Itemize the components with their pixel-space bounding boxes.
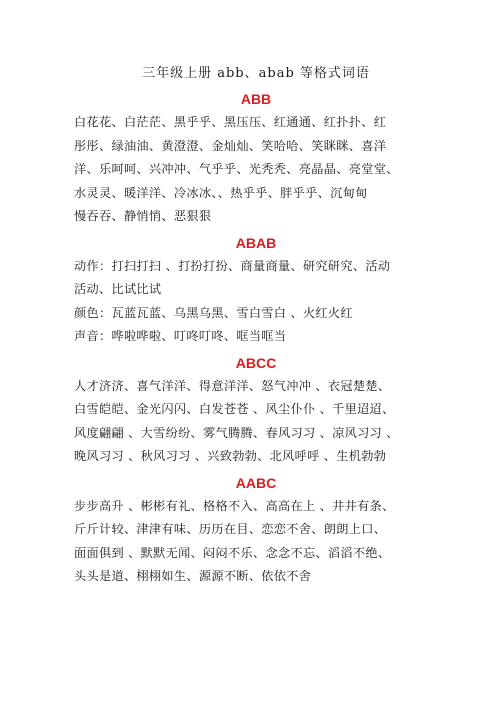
text-line: 白花花、白茫茫、黑乎乎、黑压压、红通通、红扑扑、红 [74, 115, 387, 129]
text-line: 面面俱到 、默默无闻、闷闷不乐、念念不忘、滔滔不绝、 [74, 545, 391, 560]
text-line: 头头是道、栩栩如生、源源不断、依依不舍 [74, 569, 312, 583]
section-body-abb [74, 111, 438, 229]
section-abcc [74, 355, 438, 469]
text-line: 彤彤、绿油油、黄澄澄、金灿灿、笑哈哈、笑眯眯、喜洋 [74, 138, 387, 153]
section-abb [74, 91, 438, 229]
text-line: 步步高升 、彬彬有礼、格格不入、高高在上 、井井有条、 [74, 498, 395, 513]
section-heading-abab: ABAB [235, 234, 277, 251]
text-line: 颜色：瓦蓝瓦蓝、乌黑乌黑、雪白雪白 、火红火红 [74, 305, 353, 320]
text-line: 风度翩翩 、大雪纷纷、雾气腾腾、春风习习 、凉风习习 、 [74, 425, 399, 440]
text-line: 水灵灵、暖洋洋、冷冰冰、、热乎乎、胖乎乎、沉甸甸 [74, 185, 368, 200]
text-line: 动作：打扫打扫 、打扮打扮、商量商量、研究研究、活动 [74, 258, 391, 273]
text-line: 白雪皑皑、金光闪闪、白发苍苍 、风尘仆仆 、千里迢迢、 [74, 402, 395, 416]
section-body-aabc [74, 495, 438, 589]
section-heading-abcc: ABCC [235, 354, 277, 371]
document-title: 三年级上册 abb、abab 等格式词语 [142, 66, 370, 81]
section-body-abcc [74, 375, 438, 469]
section-heading-abb: ABB [240, 91, 272, 107]
text-line: 活动、比试比试 [74, 282, 162, 296]
section-abab [74, 235, 438, 349]
section-heading-aabc: AABC [235, 474, 277, 491]
text-line: 洋、乐呵呵、兴冲冲、气乎乎、光秃秃、亮晶晶、亮堂堂、 [74, 162, 399, 176]
text-line: 人才济济、喜气洋洋、得意洋洋、怒气冲冲 、衣冠楚楚、 [74, 378, 391, 393]
text-line: 声音：哗啦哗啦、叮咚叮咚、哐当哐当 [74, 329, 287, 343]
section-aabc [74, 475, 438, 589]
section-body-abab [74, 255, 438, 349]
text-line: 斤斤计较、津津有味、历历在目、恋恋不舍、朗朗上口、 [74, 522, 387, 536]
text-line: 慢吞吞、静悄悄、恶狠狠 [74, 209, 212, 223]
text-line: 晚风习习 、秋风习习 、兴致勃勃、北风呼呼 、生机勃勃 [74, 449, 387, 463]
